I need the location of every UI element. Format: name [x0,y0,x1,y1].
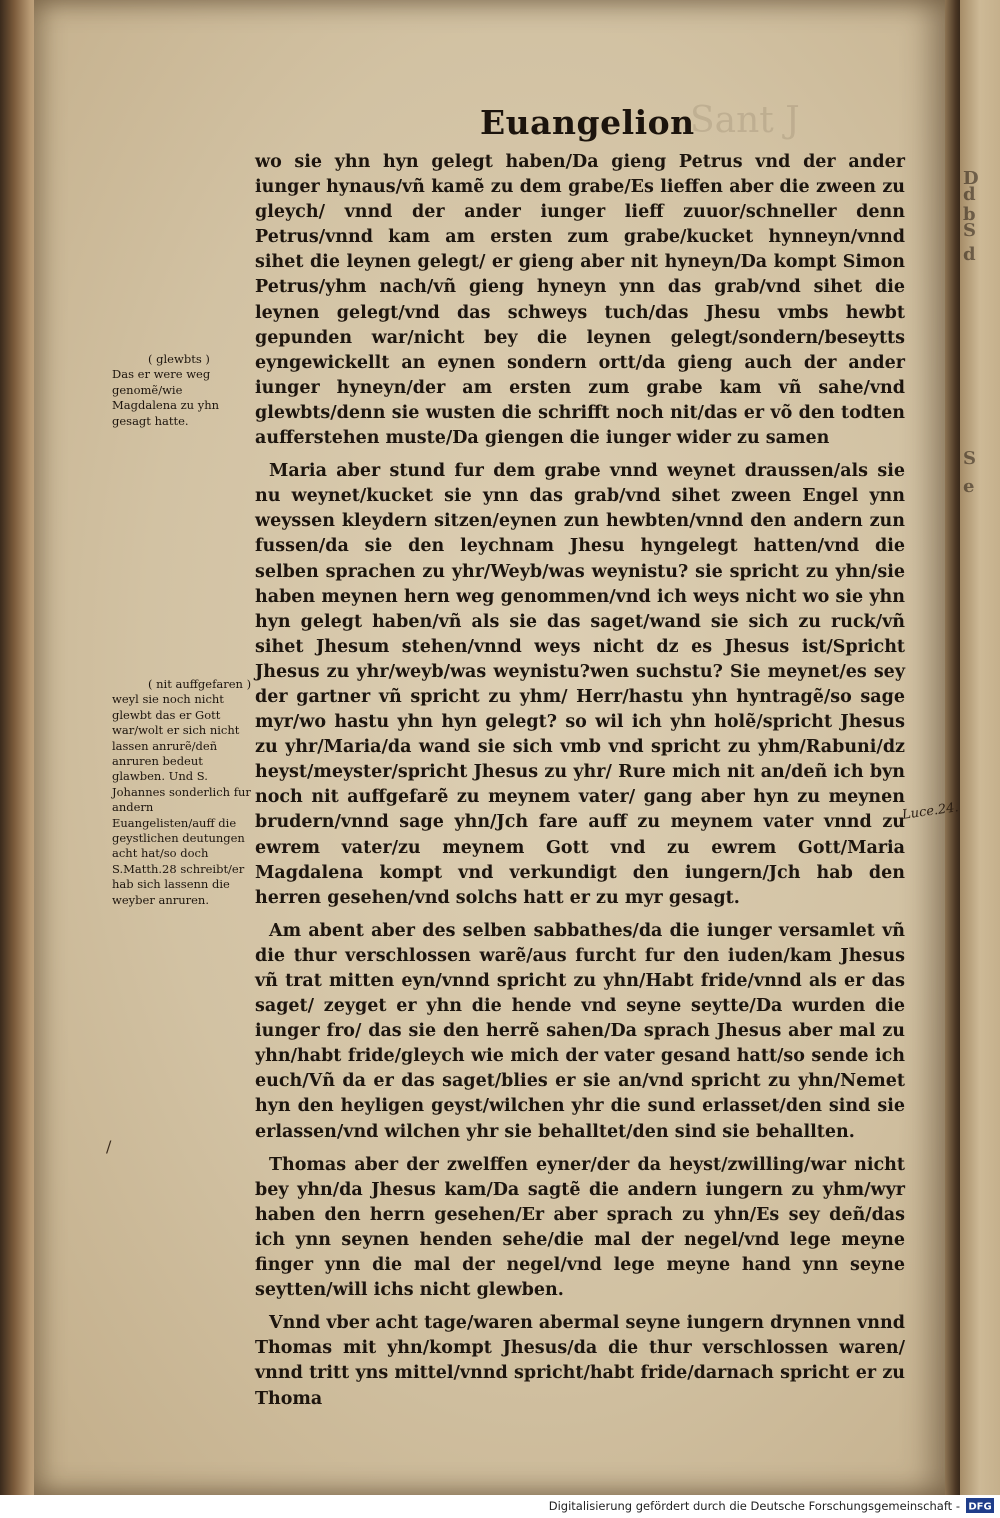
facing-page-letter: S [963,448,976,469]
margin-reference: Luce.24. [901,800,960,823]
facing-page-letter: S [963,220,976,241]
paragraph: Maria aber stund fur dem grabe vnnd weynet draussen/als sie nu weynet/kucket sie ynn das grab/vnd sihet zween Engel ynn weyssen kleydern sitzen/eynen zun hewbten/vnnd den andern zun fussen/da sie den leychnam Jhesu hyngelegt hatten/vnd die selben sprachen zu yhr/Weyb/was weynistu? sie spricht zu yhn/sie haben meynen hern weg genommen/vnd ich weys nicht wo sie yhn hyn gelegt haben/vñ als sie das saget/wand sie sich zu ruck/vñ sihet Jhesum stehen/vnnd weys nicht dz es Jhesus ist/Spricht Jhesus zu yhr/weyb/was weynistu?wen suchstu? Sie meynet/es sey der gartner vñ spricht zu yhm/ Herr/hastu yhn hyntragẽ/so sage myr/wo hastu yhn hyn gelegt? so wil ich yhn holẽ/spricht Jhesus zu yhr/Maria/da wand sie sich vmb vnd spricht zu yhm/Rabuni/dz heyst/meyster/spricht Jhesus zu yhr/ Rure mich nit an/deñ ich byn noch nit auffgefarẽ zu meynem vater/ gang aber hyn zu meynen brudern/vnnd sage yhn/Jch fare auff zu meynem vater vnnd zu ewrem vater/zu meynem Gott vnd zu ewrem Gott/Maria Magdalena kompt vnd verkundigt den iungern/Jch hab den herren gesehen/vnd solchs hatt er zu myr gesagt. [255,461,905,908]
paragraph: Vnnd vber acht tage/waren abermal seyne iungern drynnen vnnd Thomas mit yhn/kompt Jhesus/da die thur verschlossen waren/ vnnd tritt yns mittel/vnnd spricht/habt fride/darnach spricht er zu Thoma [255,1313,905,1409]
facing-page-letter: d [963,244,976,265]
gloss-term: ( nit auffgefaren ) [148,677,252,691]
paragraph: wo sie yhn hyn gelegt haben/Da gieng Petrus vnd der ander iunger hynaus/vñ kamẽ zu dem grabe/Es lieffen aber die zween zu gleych/ vnnd der ander iunger lieff zuuor/schneller denn Petrus/vnnd kam am ersten zum grabe/kucket hynneyn/vnnd sihet die leynen gelegt/ er gieng aber nit hyneyn/Da kompt Simon Petrus/yhm nach/vñ gieng hyneyn ynn das grab/vnd sihet die leynen gelegt/vnd das schweys tuch/das Jhesu vmbs hewbt gepunden war/nicht bey die leynen gelegt/sondern/beseytts eyngewickellt an eynen sondern ortt/da gieng auch der ander iunger hyneyn/der am ersten zum grabe kam vñ sahe/vnd glewbts/denn sie wusten die schrifft noch nit/das er võ den todten aufferstehen muste/Da giengen die iunger wider zu samen [255,152,905,449]
paragraph: Thomas aber der zwelffen eyner/der da heyst/zwilling/war nicht bey yhn/da Jhesus kam/Da sagtẽ die andern iungern zu yhm/wyr haben den herrn gesehen/Er aber sprach zu yhn/Es sey deñ/das ich ynn seynen henden sehe/die mal der negel/vnd lege meyne finger ynn die mal der negel/vnd lege meyne hand ynn seyne seytten/will ichs nicht glewben. [255,1154,905,1301]
dfg-logo-text: DFG [968,1501,992,1513]
gloss-term: ( glewbts ) [148,352,210,366]
gloss-text: weyl sie noch nicht glewbt das er Gott war/wolt er sich nicht lassen anrurẽ/deñ anruren bedeut glawben. Und S. Johannes sonderlich fur andern Euangelisten/auff die geystlichen deutungen acht hat/so doch S.Matth.28 schreibt/er hab sich lassenn die weyber anruren. [112,692,251,907]
main-text-block [255,150,905,1420]
facing-page-letter: D [963,168,979,189]
gloss-text: Das er were weg genomẽ/wie Magdalena zu yhn gesagt hatte. [112,367,220,428]
paragraph: Am abent aber des selben sabbathes/da die iunger versamlet vñ die thur verschlossen warẽ/aus furcht fur den iuden/kam Jhesus vñ trat mitten eyn/vnnd spricht zu yhn/Habt fride/vnnd als er das saget/ zeyget er yhn die hende vnd seyne seytte/Da wurden die iunger fro/ das sie den herrẽ sahen/Da sprach Jhesus aber mal zu yhn/habt fride/gleych wie mich der vater gesand hatt/so sende ich euch/Vñ da er das saget/blies er sie an/vnd spricht zu yhn/Nemet hyn den heyligen geyst/wilchen yhr die sund erlasset/den sind sie erlassen/vnd wilchen yhr sie behalltet/den sind sie behallten. [255,920,905,1142]
facing-page-letter: e [963,476,975,497]
facing-page-letter: d [963,184,976,205]
facing-page-letter: b [963,204,976,225]
dfg-logo-icon [966,1498,994,1513]
show-through-header: Sant J [690,100,800,141]
footer-bar [0,1495,1000,1518]
digitization-credit: Digitalisierung gefördert durch die Deutsche Forschungsgemeinschaft - [548,1499,960,1513]
marginal-gloss [112,352,250,429]
ink-mark: / [106,1137,112,1156]
page-title: Euangelion [480,103,695,142]
marginal-gloss [112,677,252,908]
